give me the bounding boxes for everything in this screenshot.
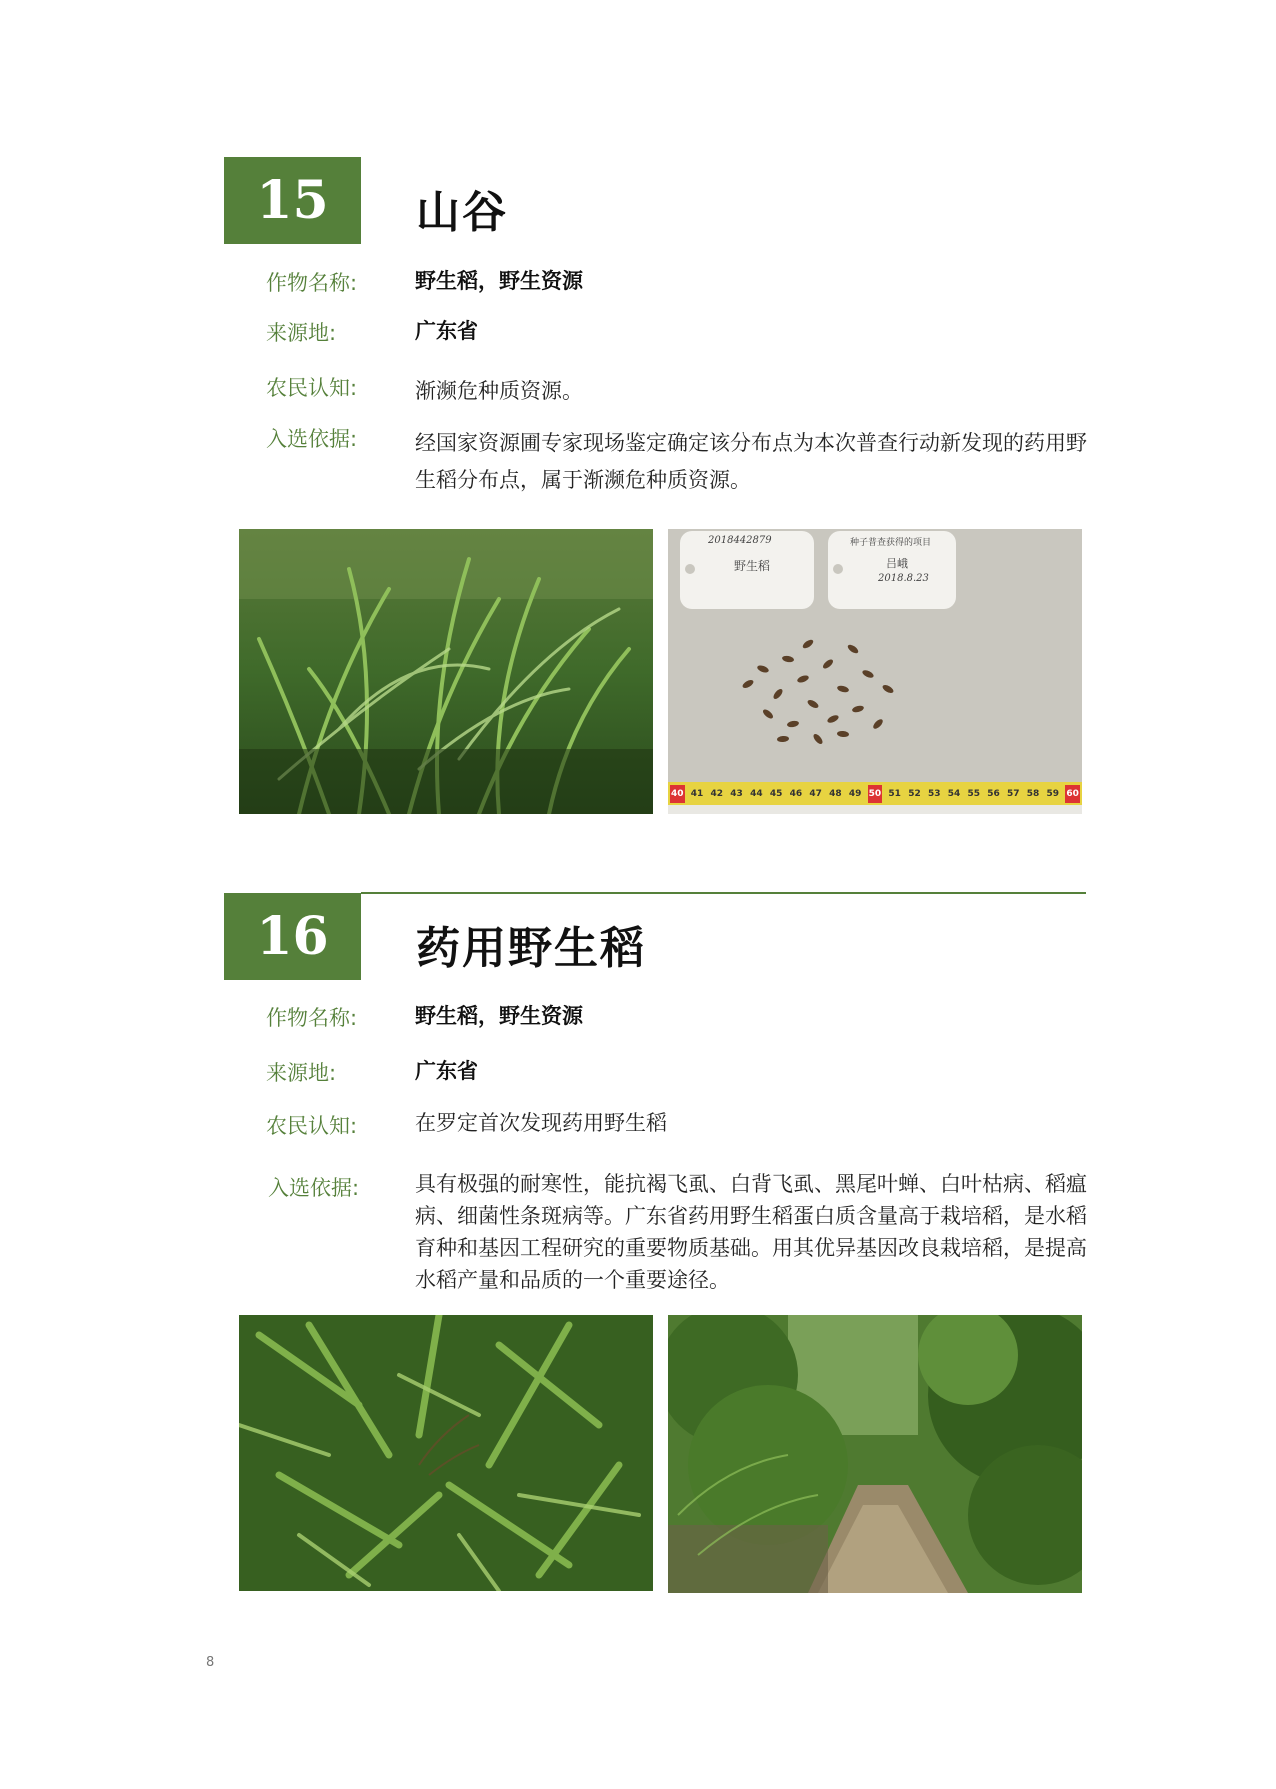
ruler-tick: 47 — [809, 789, 822, 799]
origin-label: 来源地: — [266, 1061, 337, 1085]
ruler-tick: 40 — [670, 785, 685, 803]
origin-label: 来源地: — [266, 321, 337, 345]
reason-label: 入选依据: — [268, 1176, 360, 1200]
tag-2-line-1: 种子普查获得的项目 — [850, 538, 932, 548]
ruler-tick: 45 — [769, 789, 783, 799]
farmer-label: 农民认知: — [266, 1114, 358, 1138]
tag-2-line-3: 2018.8.23 — [878, 573, 929, 584]
ruler-tick: 46 — [789, 789, 803, 799]
ruler-tick: 60 — [1065, 785, 1080, 803]
farmer-value: 在罗定首次发现药用野生稻 — [415, 1111, 667, 1135]
ruler-tick: 42 — [710, 789, 724, 799]
tag-2-line-2: 吕峨 — [886, 557, 908, 570]
entry-number-badge — [224, 157, 361, 244]
entry-number: 15 — [256, 170, 329, 231]
ruler-tick: 53 — [927, 789, 941, 799]
ruler-tick: 50 — [868, 785, 883, 803]
ruler-tick: 52 — [908, 789, 921, 799]
ruler-tick: 41 — [690, 789, 704, 799]
crop-name-value: 野生稻，野生资源 — [415, 1004, 583, 1028]
ruler-tick: 57 — [1007, 789, 1020, 799]
crop-name-label: 作物名称: — [266, 1006, 358, 1030]
ruler-tick: 49 — [848, 789, 862, 799]
photo-wild-rice-leaves — [239, 1315, 653, 1591]
ruler-tick: 55 — [967, 789, 981, 799]
ruler-tick: 51 — [888, 789, 901, 799]
photo-seed-sample — [668, 529, 1082, 814]
ruler-tick: 43 — [730, 789, 743, 799]
tag-1-number: 2018442879 — [708, 535, 772, 546]
reason-value: 经国家资源圃专家现场鉴定确定该分布点为本次普查行动新发现的药用野生稻分布点，属于渐濒危种质资源。 — [415, 431, 1087, 492]
ruler-tick: 59 — [1046, 789, 1060, 799]
tag-1-label: 野生稻 — [734, 559, 771, 573]
ruler-tick: 54 — [947, 789, 961, 799]
origin-value: 广东省 — [415, 319, 478, 343]
farmer-label: 农民认知: — [266, 376, 358, 400]
photo-wild-rice-plants — [239, 529, 653, 814]
page-number: 8 — [206, 1655, 215, 1670]
ruler-tick: 58 — [1026, 789, 1040, 799]
ruler-tick: 44 — [750, 789, 763, 799]
farmer-value: 渐濒危种质资源。 — [415, 379, 583, 403]
crop-name-label: 作物名称: — [266, 271, 358, 295]
entry-title: 药用野生稻 — [416, 923, 646, 974]
entry-title: 山谷 — [416, 187, 508, 238]
entry-number: 16 — [256, 906, 329, 967]
section-divider — [361, 892, 1086, 894]
photo-habitat-forest — [668, 1315, 1082, 1593]
ruler-tick: 48 — [829, 789, 842, 799]
crop-name-value: 野生稻，野生资源 — [415, 269, 583, 293]
reason-value: 具有极强的耐寒性，能抗褐飞虱、白背飞虱、黑尾叶蝉、白叶枯病、稻瘟病、细菌性条斑病等。广东省药用野生稻蛋白质含量高于栽培稻，是水稻育种和基因工程研究的重要物质基础。用其优异基因改良栽培稻，是提高水稻产量和品质的一个重要途径。 — [415, 1172, 1087, 1292]
entry-number-badge — [224, 893, 361, 980]
origin-value: 广东省 — [415, 1059, 478, 1083]
ruler — [668, 785, 1082, 803]
reason-label: 入选依据: — [266, 427, 358, 451]
ruler-tick: 56 — [987, 789, 1000, 799]
